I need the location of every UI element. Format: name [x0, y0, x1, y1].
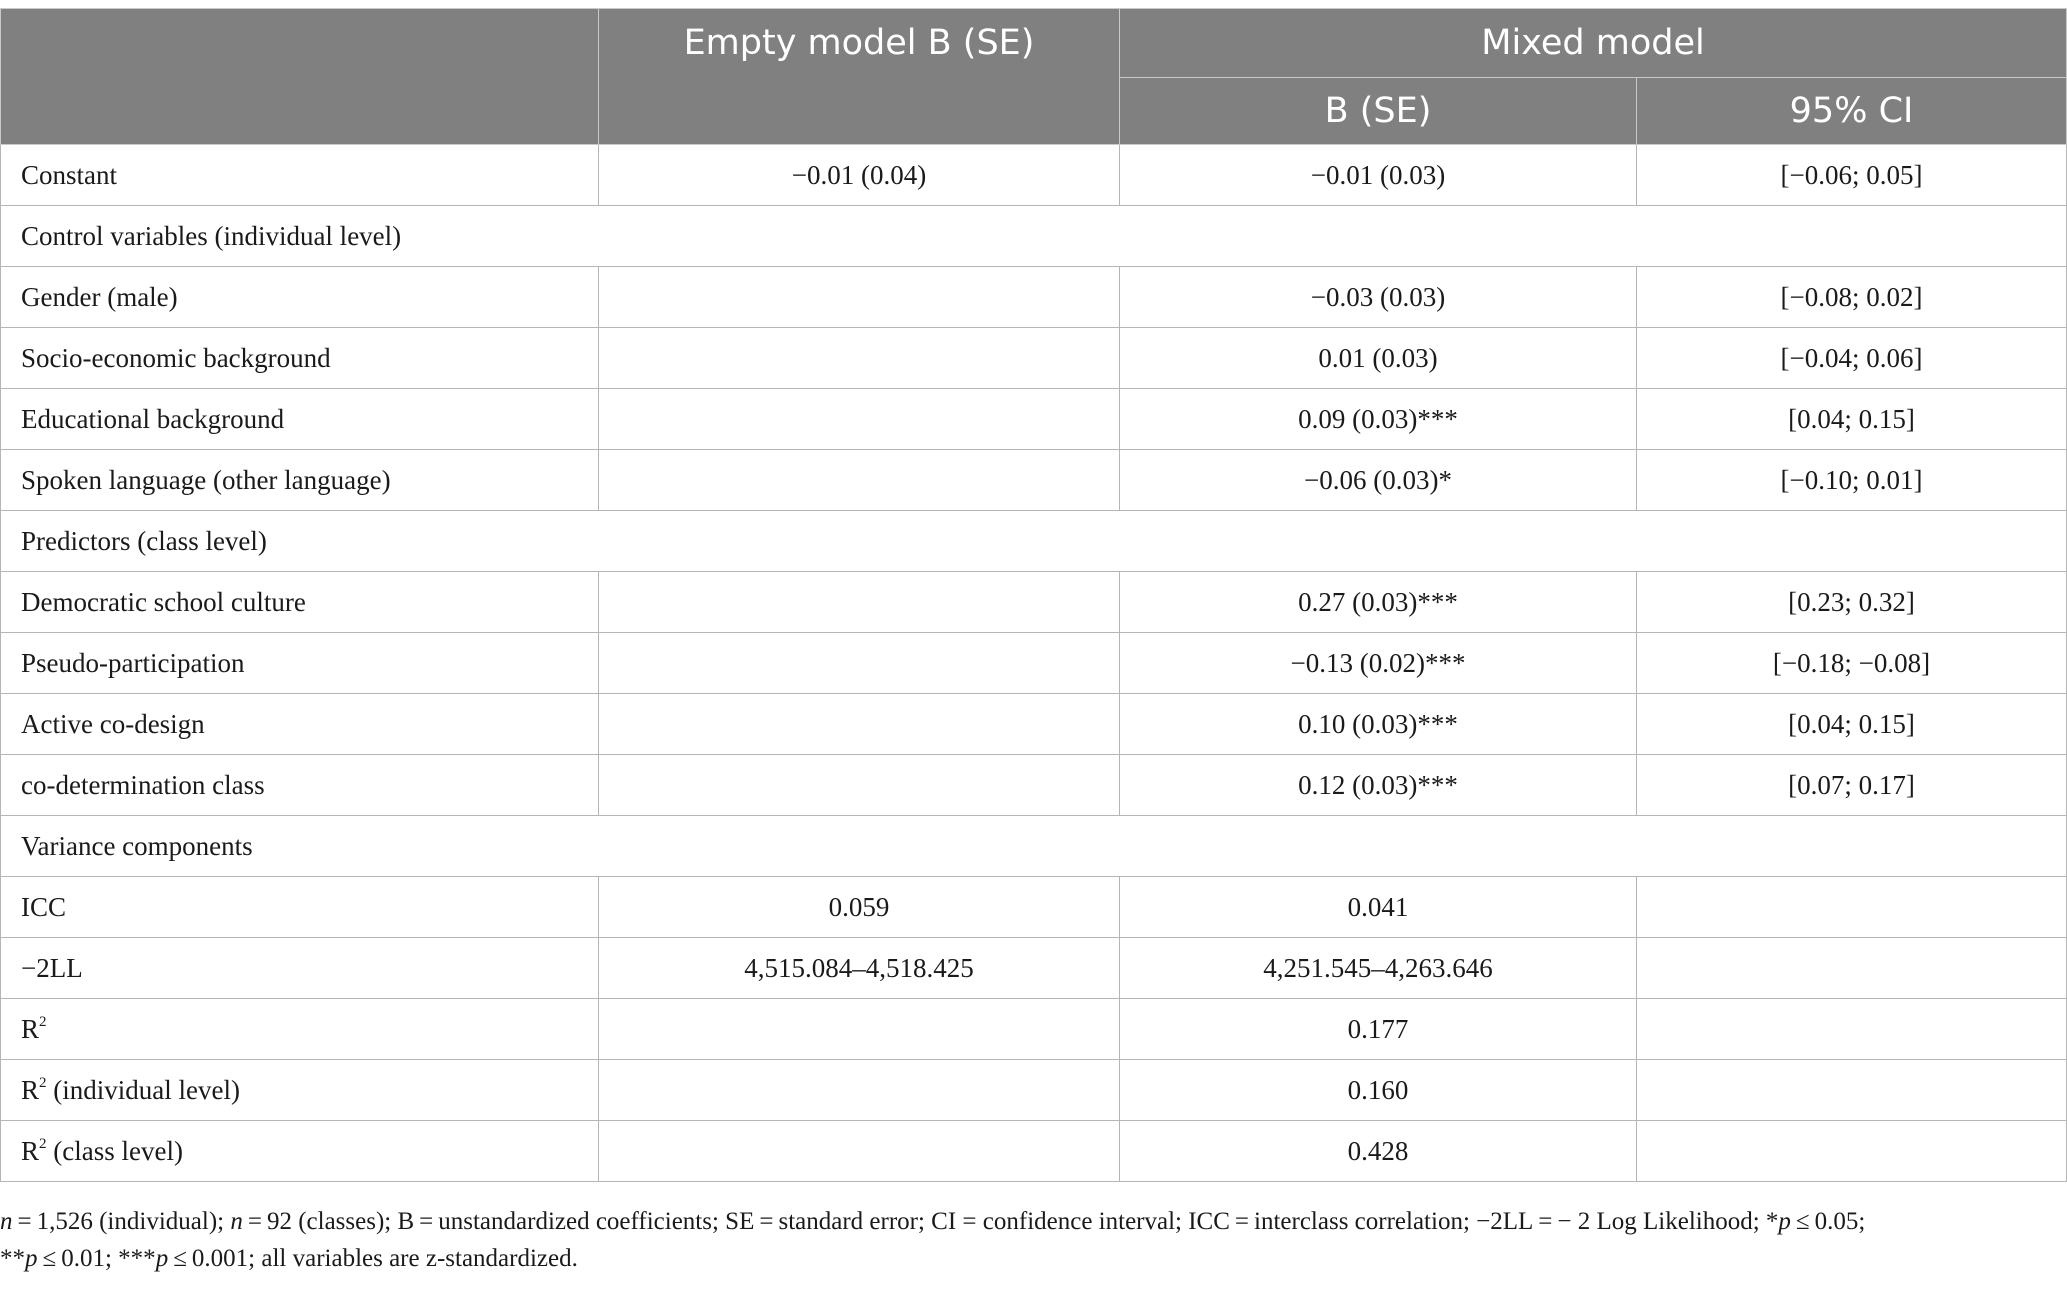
empty-model-value — [599, 572, 1120, 633]
header-ci: 95% CI — [1637, 78, 2067, 145]
row-label — [1, 999, 599, 1060]
label-base: R — [21, 1074, 40, 1105]
table-row — [1, 755, 2067, 816]
empty-model-value — [599, 328, 1120, 389]
footnote-text: ≤ 0.001; all variables are z-standardized. — [168, 1245, 578, 1272]
empty-model-value — [599, 1121, 1120, 1182]
empty-model-value — [599, 450, 1120, 511]
table-row — [1, 572, 2067, 633]
results-table-container — [0, 8, 2066, 1182]
label-base: R — [21, 1013, 40, 1044]
table-footnote — [0, 1203, 2060, 1277]
b-se-value: 0.041 — [1120, 877, 1637, 938]
table-row — [1, 1121, 2067, 1182]
row-label: Socio-economic background — [1, 328, 599, 389]
row-label — [1, 1121, 599, 1182]
empty-model-value — [599, 633, 1120, 694]
row-label: ICC — [1, 877, 599, 938]
empty-model-value: 4,515.084–4,518.425 — [599, 938, 1120, 999]
empty-model-value: −0.01 (0.04) — [599, 145, 1120, 206]
ci-value: [0.07; 0.17] — [1637, 755, 2067, 816]
ci-value: [0.23; 0.32] — [1637, 572, 2067, 633]
b-se-value: 0.27 (0.03)*** — [1120, 572, 1637, 633]
italic-n: n — [0, 1208, 13, 1235]
ci-value: [0.04; 0.15] — [1637, 694, 2067, 755]
section-row — [1, 511, 2067, 572]
label-rest: (class level) — [46, 1135, 183, 1166]
section-row — [1, 206, 2067, 267]
row-label: Constant — [1, 145, 599, 206]
table-row — [1, 389, 2067, 450]
b-se-value: 0.09 (0.03)*** — [1120, 389, 1637, 450]
table-body — [1, 145, 2067, 1182]
empty-model-value — [599, 694, 1120, 755]
ci-value: [−0.06; 0.05] — [1637, 145, 2067, 206]
footnote-text: ** — [0, 1245, 25, 1272]
ci-value — [1637, 1121, 2067, 1182]
table-row — [1, 328, 2067, 389]
label-rest: (individual level) — [46, 1074, 240, 1105]
row-label: Spoken language (other language) — [1, 450, 599, 511]
ci-value: [−0.04; 0.06] — [1637, 328, 2067, 389]
table-row — [1, 450, 2067, 511]
row-label: Pseudo-participation — [1, 633, 599, 694]
empty-model-value — [599, 999, 1120, 1060]
table-header — [1, 9, 2067, 145]
superscript: 2 — [39, 1135, 47, 1152]
table-row — [1, 267, 2067, 328]
b-se-value: −0.03 (0.03) — [1120, 267, 1637, 328]
footnote-text: = 1,526 (individual); — [12, 1208, 231, 1235]
row-label: Active co-design — [1, 694, 599, 755]
header-blank-cell — [1, 9, 599, 145]
b-se-value: 0.01 (0.03) — [1120, 328, 1637, 389]
table-row — [1, 999, 2067, 1060]
empty-model-value — [599, 389, 1120, 450]
section-label: Predictors (class level) — [1, 511, 2067, 572]
ci-value: [−0.18; −0.08] — [1637, 633, 2067, 694]
empty-model-value — [599, 1060, 1120, 1121]
superscript: 2 — [39, 1013, 47, 1030]
b-se-value: −0.13 (0.02)*** — [1120, 633, 1637, 694]
ci-value: [−0.08; 0.02] — [1637, 267, 2067, 328]
italic-p: p — [1778, 1208, 1791, 1235]
label-base: R — [21, 1135, 40, 1166]
table-row — [1, 938, 2067, 999]
table-row — [1, 633, 2067, 694]
empty-model-value: 0.059 — [599, 877, 1120, 938]
ci-value — [1637, 938, 2067, 999]
row-label: Gender (male) — [1, 267, 599, 328]
ci-value: [0.04; 0.15] — [1637, 389, 2067, 450]
row-label: −2LL — [1, 938, 599, 999]
row-label: Educational background — [1, 389, 599, 450]
superscript: 2 — [39, 1074, 47, 1091]
footnote-text: ≤ 0.05; — [1790, 1208, 1866, 1235]
header-mixed-model: Mixed model — [1120, 9, 2067, 78]
header-row-1 — [1, 9, 2067, 78]
empty-model-value — [599, 755, 1120, 816]
b-se-value: 0.177 — [1120, 999, 1637, 1060]
table-row — [1, 145, 2067, 206]
italic-p: p — [155, 1245, 169, 1272]
header-b-se: B (SE) — [1120, 78, 1637, 145]
empty-model-value — [599, 267, 1120, 328]
table-row — [1, 1060, 2067, 1121]
ci-value — [1637, 1060, 2067, 1121]
b-se-value: 0.12 (0.03)*** — [1120, 755, 1637, 816]
b-se-value: 0.10 (0.03)*** — [1120, 694, 1637, 755]
row-label — [1, 1060, 599, 1121]
results-table — [0, 8, 2067, 1182]
section-label: Variance components — [1, 816, 2067, 877]
b-se-value: 0.160 — [1120, 1060, 1637, 1121]
footnote-text: = 92 (classes); B = unstandardized coefficients; SE = standard error; CI = confidence interval; ICC = interclass correlation; −2LL = − 2 Log Likelihood; * — [242, 1208, 1779, 1235]
section-label: Control variables (individual level) — [1, 206, 2067, 267]
ci-value: [−0.10; 0.01] — [1637, 450, 2067, 511]
b-se-value: 4,251.545–4,263.646 — [1120, 938, 1637, 999]
row-label: co-determination class — [1, 755, 599, 816]
header-empty-model: Empty model B (SE) — [599, 9, 1120, 145]
table-row — [1, 877, 2067, 938]
italic-p: p — [25, 1245, 38, 1272]
ci-value — [1637, 999, 2067, 1060]
ci-value — [1637, 877, 2067, 938]
section-row — [1, 816, 2067, 877]
b-se-value: −0.06 (0.03)* — [1120, 450, 1637, 511]
italic-n: n — [230, 1208, 243, 1235]
row-label: Democratic school culture — [1, 572, 599, 633]
b-se-value: −0.01 (0.03) — [1120, 145, 1637, 206]
b-se-value: 0.428 — [1120, 1121, 1637, 1182]
footnote-text: ≤ 0.01; *** — [37, 1245, 156, 1272]
table-row — [1, 694, 2067, 755]
